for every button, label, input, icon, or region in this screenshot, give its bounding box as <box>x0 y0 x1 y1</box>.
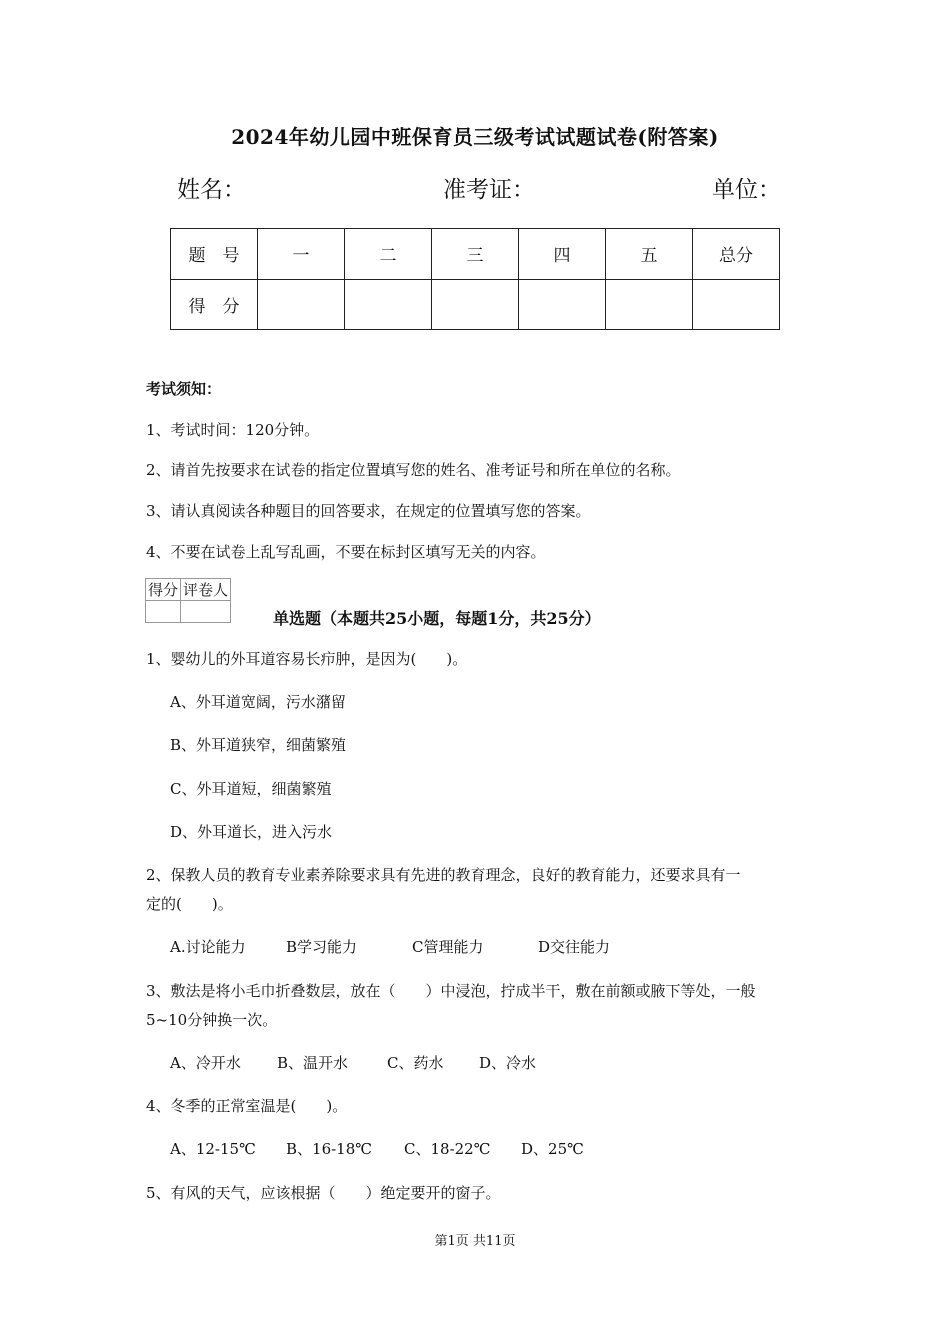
question-4-option-d: D、25℃ <box>521 1140 584 1158</box>
question-3-line-1: 3、敷法是将小毛巾折叠数层，放在（ ）中浸泡，拧成半干，敷在前额或腋下等处，一般 <box>146 982 756 1000</box>
score-row-label: 得 分 <box>171 279 258 330</box>
question-2-option-c: C管理能力 <box>412 938 484 956</box>
score-header-cell: 四 <box>519 229 606 280</box>
question-1-option-d: D、外耳道长，进入污水 <box>170 823 333 841</box>
question-5: 5、有风的天气，应该根据（ ）绝定要开的窗子。 <box>146 1184 501 1202</box>
question-2-line-1: 2、保教人员的教育专业素养除要求具有先进的教育理念，良好的教育能力，还要求具有一 <box>146 866 741 884</box>
question-4-option-b: B、16-18℃ <box>286 1140 373 1158</box>
grader-name-cell <box>181 601 231 623</box>
unit-field-label: 单位： <box>712 177 781 203</box>
score-cell <box>606 279 693 330</box>
name-field-label: 姓名： <box>177 177 246 203</box>
question-1: 1、婴幼儿的外耳道容易长疖肿，是因为( )。 <box>146 650 468 668</box>
question-1-option-b: B、外耳道狭窄，细菌繁殖 <box>170 736 347 754</box>
question-3-option-d: D、冷水 <box>479 1054 537 1072</box>
question-2-option-d: D交往能力 <box>538 938 611 956</box>
score-table-score-row <box>171 279 780 330</box>
notice-item: 1、考试时间：120分钟。 <box>146 421 320 439</box>
grader-name-label: 评卷人 <box>181 579 231 601</box>
exam-id-field-label: 准考证： <box>443 177 535 203</box>
question-4-option-a: A、12-15℃ <box>170 1140 256 1158</box>
score-header-cell: 题 号 <box>171 229 258 280</box>
grader-score-cell <box>146 601 181 623</box>
grader-box <box>145 578 231 623</box>
question-2-option-b: B学习能力 <box>286 938 358 956</box>
question-3-option-b: B、温开水 <box>277 1054 349 1072</box>
score-cell <box>345 279 432 330</box>
question-4: 4、冬季的正常室温是( )。 <box>146 1097 348 1115</box>
question-3-option-c: C、药水 <box>387 1054 444 1072</box>
score-header-cell: 二 <box>345 229 432 280</box>
question-2-option-a: A.讨论能力 <box>170 938 246 956</box>
score-table <box>170 228 780 330</box>
grader-score-label: 得分 <box>146 579 181 601</box>
page-number: 第1页 共11页 <box>434 1234 516 1249</box>
question-4-option-c: C、18-22℃ <box>404 1140 491 1158</box>
score-header-cell: 一 <box>258 229 345 280</box>
question-2-line-2: 定的( )。 <box>146 895 233 913</box>
question-3-line-2: 5~10分钟换一次。 <box>146 1011 278 1029</box>
score-cell <box>519 279 606 330</box>
question-3-option-a: A、冷开水 <box>170 1054 241 1072</box>
score-table-header-row <box>171 229 780 280</box>
question-1-option-a: A、外耳道宽阔，污水潴留 <box>170 693 346 711</box>
notice-item: 2、请首先按要求在试卷的指定位置填写您的姓名、准考证号和所在单位的名称。 <box>146 461 681 479</box>
score-cell <box>258 279 345 330</box>
score-cell <box>693 279 780 330</box>
score-header-cell: 五 <box>606 229 693 280</box>
page-title: 2024年幼儿园中班保育员三级考试试题试卷(附答案) <box>231 125 719 149</box>
section-title: 单选题（本题共25小题，每题1分，共25分） <box>273 609 601 628</box>
question-1-option-c: C、外耳道短，细菌繁殖 <box>170 780 332 798</box>
notice-item: 4、不要在试卷上乱写乱画，不要在标封区填写无关的内容。 <box>146 543 546 561</box>
score-header-cell: 三 <box>432 229 519 280</box>
score-header-cell: 总分 <box>693 229 780 280</box>
score-cell <box>432 279 519 330</box>
notice-heading: 考试须知： <box>146 380 222 398</box>
notice-item: 3、请认真阅读各种题目的回答要求，在规定的位置填写您的答案。 <box>146 502 591 520</box>
